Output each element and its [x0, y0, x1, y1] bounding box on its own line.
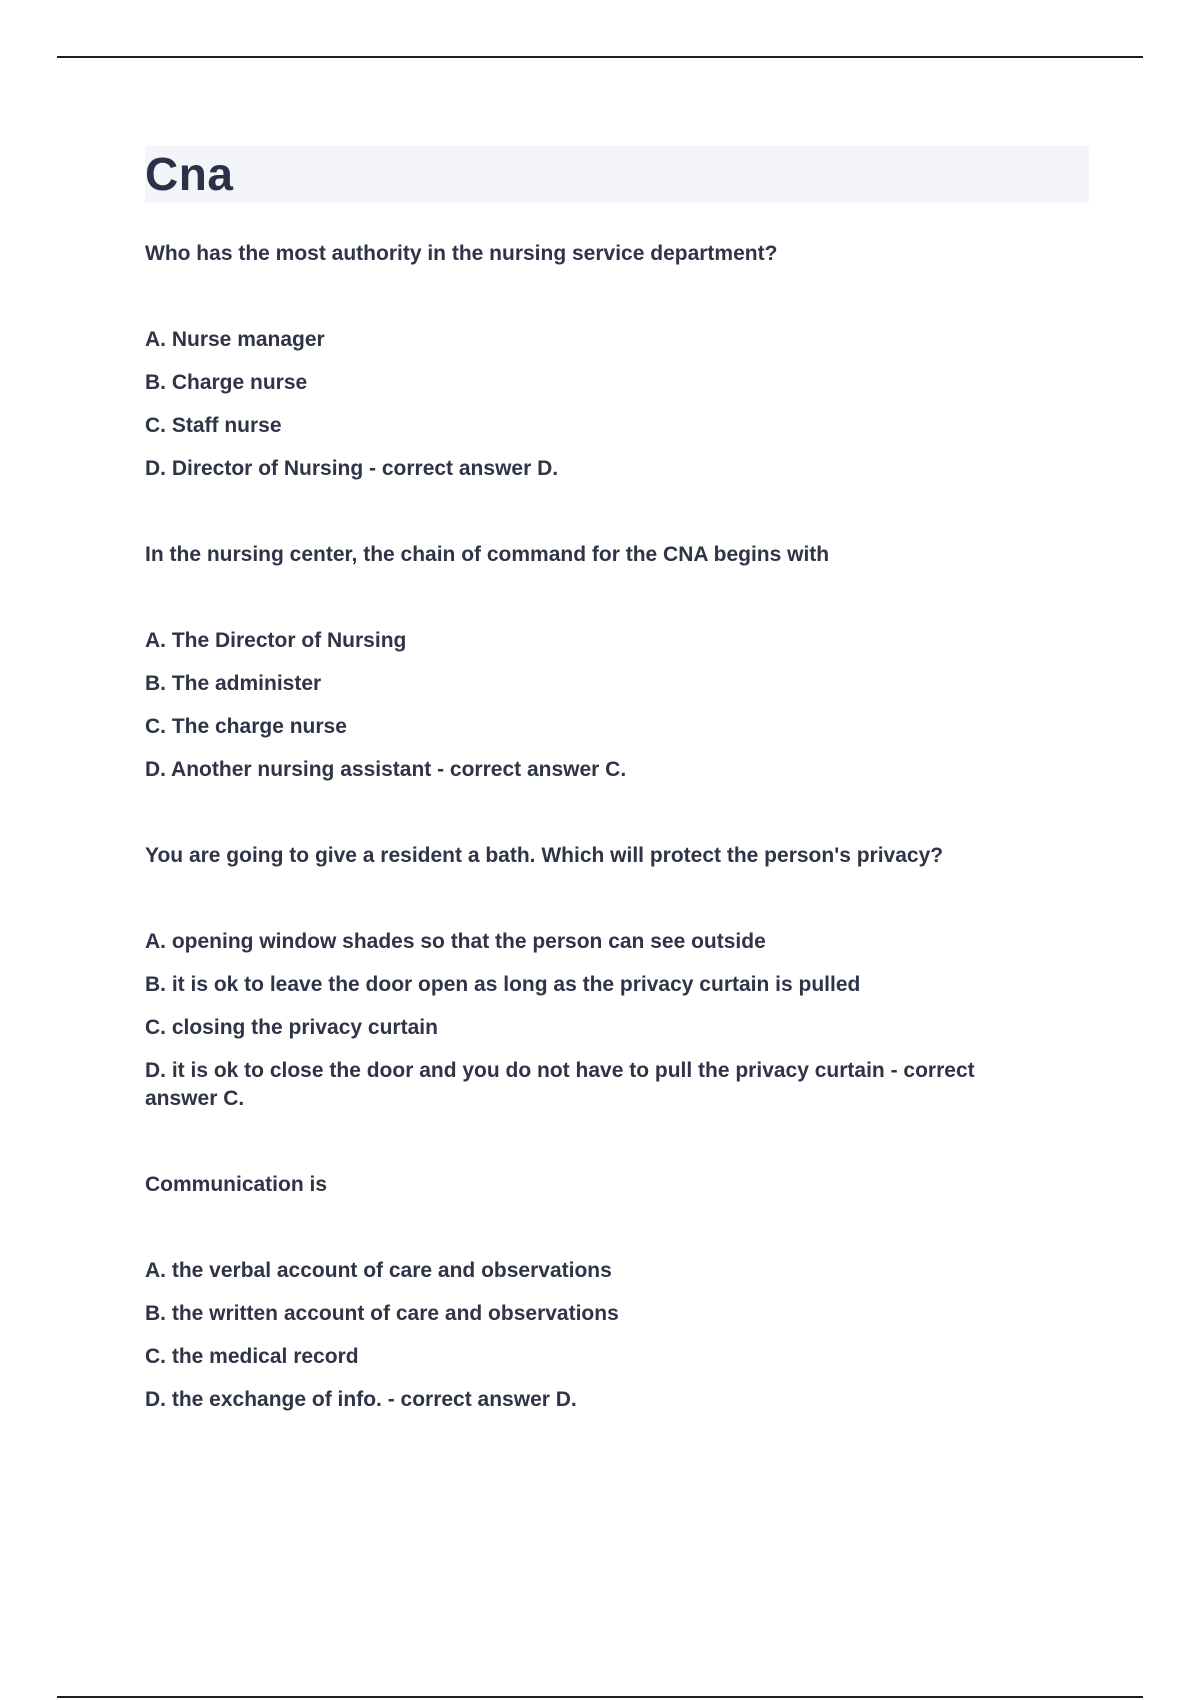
answer-option-a: A. the verbal account of care and observations	[145, 1259, 612, 1282]
bottom-divider	[57, 1696, 1143, 1698]
title-background	[145, 146, 1089, 203]
answer-option-a: A. opening window shades so that the person can see outside	[145, 930, 766, 953]
answer-option-b: B. it is ok to leave the door open as long as the privacy curtain is pulled	[145, 973, 861, 996]
question-text: Who has the most authority in the nursing service department?	[145, 242, 778, 265]
question-list	[145, 240, 1045, 1472]
answer-option-d: D. Another nursing assistant - correct answer C.	[145, 758, 627, 781]
answer-option-b: B. the written account of care and observations	[145, 1302, 619, 1325]
question-block-2	[145, 541, 1045, 784]
answer-option-c: C. the medical record	[145, 1345, 359, 1368]
answer-option-a: A. The Director of Nursing	[145, 629, 407, 652]
answer-option-c: C. Staff nurse	[145, 414, 282, 437]
question-block-1	[145, 240, 1045, 483]
question-text: Communication is	[145, 1173, 328, 1196]
answer-option-b: B. Charge nurse	[145, 371, 308, 394]
answer-option-d: D. Director of Nursing - correct answer D.	[145, 457, 559, 480]
top-divider	[57, 56, 1143, 58]
answer-option-b: B. The administer	[145, 672, 322, 695]
question-block-3	[145, 842, 1045, 1113]
question-block-4	[145, 1171, 1045, 1414]
answer-option-d: D. the exchange of info. - correct answer D.	[145, 1388, 577, 1411]
page-title: Cna	[145, 148, 234, 200]
question-text: You are going to give a resident a bath. Which will protect the person's privacy?	[145, 844, 944, 867]
answer-option-d: D. it is ok to close the door and you do not have to pull the privacy curtain - correct answer C.	[145, 1059, 975, 1110]
answer-option-c: C. The charge nurse	[145, 715, 347, 738]
answer-option-a: A. Nurse manager	[145, 328, 325, 351]
answer-option-c: C. closing the privacy curtain	[145, 1016, 438, 1039]
question-text: In the nursing center, the chain of command for the CNA begins with	[145, 543, 830, 566]
